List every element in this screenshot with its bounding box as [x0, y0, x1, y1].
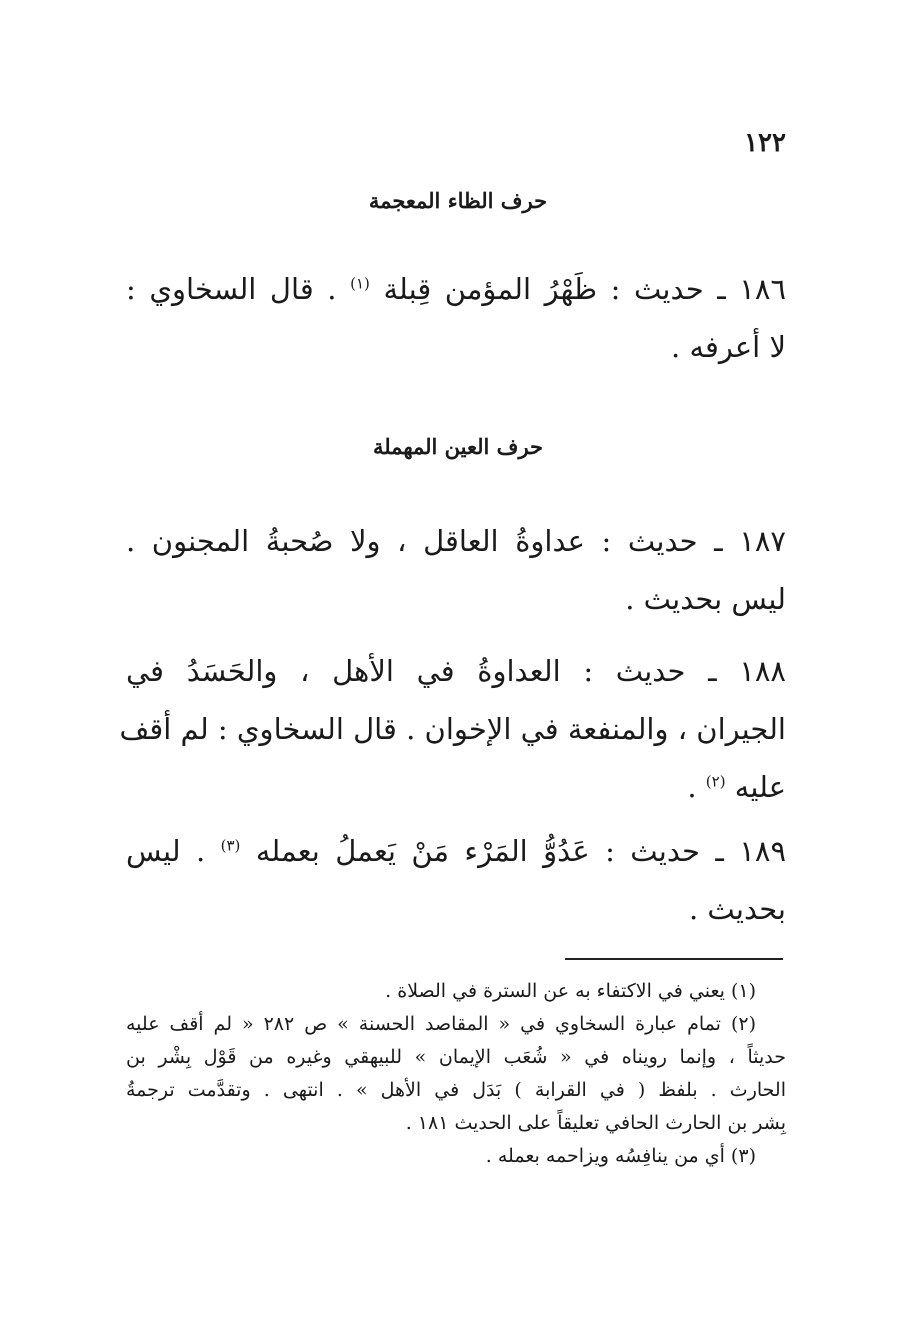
entry-line: بحديث . — [689, 892, 786, 926]
footnote-ref: (٢) — [705, 772, 726, 791]
section-heading-ayn: حرف العين المهملة — [372, 434, 544, 459]
entry-line: ١٨٨ ـ حديث : العداوةُ في الأهل ، والحَسَدُ في — [126, 654, 786, 688]
hadith-entry-188 — [119, 642, 786, 816]
footnote-divider — [565, 958, 783, 960]
footnote-line: (١) يعني في الاكتفاء به عن السترة في الصلاة . — [385, 980, 756, 1002]
footnote-3 — [126, 1140, 786, 1173]
footnote-line: بِشر بن الحارث الحافي تعليقاً على الحديث ١٨١ . — [405, 1112, 786, 1134]
footnotes — [126, 975, 786, 1173]
footnote-line: الحارث . بلفظ ( في القرابة ) بَدَل في الأهل » . انتهى . وتقدَّمت ترجمةُ — [126, 1079, 786, 1101]
entry-line: ١٨٩ ـ حديث : عَدُوُّ المَرْء مَنْ يَعملُ بعمله $^{(٣)}$ . ليس — [126, 834, 787, 868]
footnote-line: حديثاً ، وإنما رويناه في « شُعَب الإيمان » للبيهقي وغيره من قَوْل بِشْر بن — [126, 1046, 786, 1068]
hadith-entry-186 — [126, 260, 786, 376]
section-heading-zaa: حرف الظاء المعجمة — [368, 188, 548, 213]
entry-line: عليه $^{(٢)}$ . — [687, 770, 786, 804]
entry-line: ليس بحديث . — [625, 582, 786, 616]
entry-line: لا أعرفه . — [671, 330, 786, 364]
footnote-1 — [126, 975, 786, 1008]
page-number: ١٢٢ — [744, 128, 786, 158]
footnote-ref: (٣) — [220, 836, 241, 855]
footnote-line: (٢) تمام عبارة السخاوي في « المقاصد الحسنة » ص ٢٨٢ « لم أقف عليه — [126, 1013, 756, 1035]
hadith-entry-187 — [126, 512, 786, 628]
footnote-ref: (١) — [350, 274, 370, 293]
entry-line: الجيران ، والمنفعة في الإخوان . قال السخاوي : لم أقف — [119, 712, 786, 746]
footnote-2 — [126, 1008, 786, 1140]
hadith-entry-189 — [126, 822, 786, 938]
entry-line: ١٨٦ ـ حديث : ظَهْرُ المؤمن قِبلة $^{(١)}$ . قال السخاوي : — [126, 272, 787, 306]
entry-line: ١٨٧ ـ حديث : عداوةُ العاقل ، ولا صُحبةُ المجنون . — [126, 524, 786, 558]
footnote-line: (٣) أي من ينافِسُه ويزاحمه بعمله . — [485, 1145, 756, 1167]
